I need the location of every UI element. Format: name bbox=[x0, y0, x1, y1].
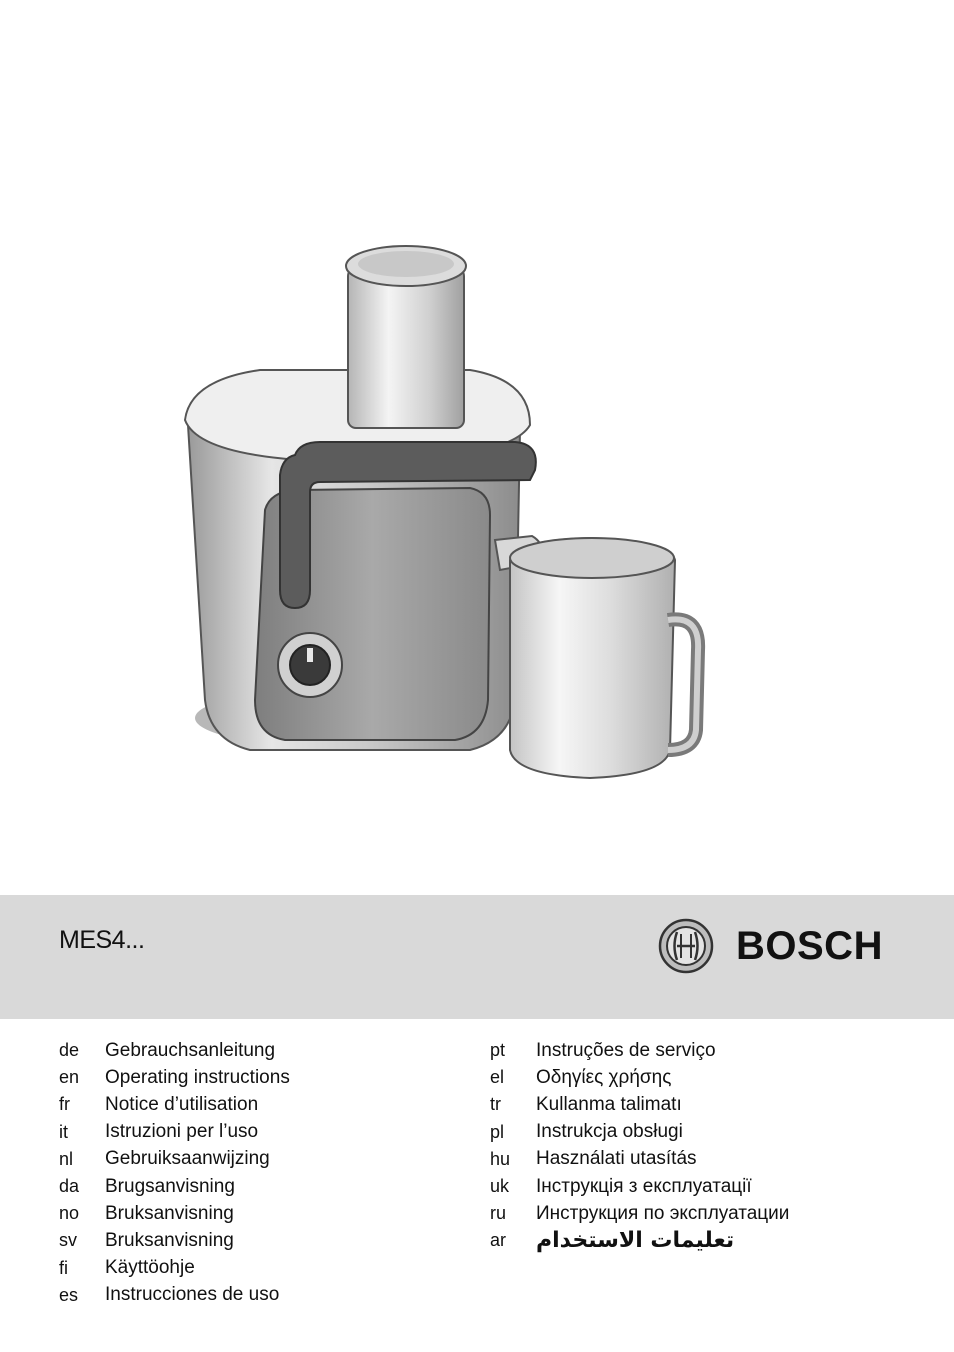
language-label: Notice d’utilisation bbox=[105, 1093, 259, 1115]
language-code: pt bbox=[490, 1040, 506, 1061]
language-code: da bbox=[59, 1176, 80, 1197]
language-label: Bruksanvisning bbox=[105, 1202, 234, 1224]
language-code: hu bbox=[490, 1148, 511, 1169]
language-label: Инструкция по эксплуатации bbox=[536, 1202, 790, 1224]
language-label: Istruzioni per l’uso bbox=[105, 1121, 259, 1143]
language-item bbox=[490, 1091, 910, 1118]
model-number: MES4... bbox=[59, 926, 145, 954]
bosch-armature-logo-icon bbox=[658, 918, 714, 974]
language-code: tr bbox=[490, 1094, 501, 1115]
language-code: ar bbox=[490, 1230, 507, 1251]
language-label: Használati utasítás bbox=[536, 1148, 697, 1170]
language-code: fr bbox=[59, 1094, 70, 1115]
language-label: تعليمات الاستخدام bbox=[536, 1228, 735, 1254]
language-code: en bbox=[59, 1067, 80, 1088]
language-code: no bbox=[59, 1203, 80, 1224]
language-item bbox=[490, 1227, 910, 1254]
language-code: el bbox=[490, 1067, 505, 1088]
language-code: uk bbox=[490, 1176, 510, 1197]
language-item bbox=[490, 1119, 910, 1146]
brand-name: BOSCH bbox=[736, 923, 883, 968]
language-code: it bbox=[59, 1121, 68, 1142]
language-code: nl bbox=[59, 1148, 74, 1169]
language-label: Bruksanvisning bbox=[105, 1229, 234, 1251]
language-item bbox=[59, 1200, 439, 1227]
language-item bbox=[490, 1146, 910, 1173]
language-code: es bbox=[59, 1284, 79, 1305]
language-label: Kullanma talimatı bbox=[536, 1093, 682, 1115]
language-item bbox=[490, 1064, 910, 1091]
language-item bbox=[59, 1037, 439, 1064]
juicer-illustration bbox=[170, 230, 730, 810]
language-label: Gebrauchsanleitung bbox=[105, 1039, 276, 1061]
language-label: Käyttöohje bbox=[105, 1257, 195, 1279]
language-item bbox=[59, 1091, 439, 1118]
language-item bbox=[59, 1119, 439, 1146]
brand-logo-block bbox=[658, 918, 883, 974]
language-item bbox=[490, 1173, 910, 1200]
language-code: fi bbox=[59, 1257, 68, 1278]
language-label: Brugsanvisning bbox=[105, 1175, 235, 1197]
language-item bbox=[59, 1064, 439, 1091]
language-code: pl bbox=[490, 1121, 505, 1142]
language-label: Gebruiksaanwijzing bbox=[105, 1148, 270, 1170]
language-list-right bbox=[490, 1037, 910, 1255]
language-code: sv bbox=[59, 1230, 77, 1251]
language-item bbox=[59, 1146, 439, 1173]
language-item bbox=[59, 1173, 439, 1200]
language-label: Operating instructions bbox=[105, 1066, 290, 1088]
language-code: de bbox=[59, 1040, 80, 1061]
language-item bbox=[59, 1282, 439, 1309]
language-label: Instrukcja obsługi bbox=[536, 1121, 683, 1143]
language-label: Instrucciones de uso bbox=[105, 1284, 280, 1306]
language-label: Οδηγίες χρήσης bbox=[536, 1066, 672, 1088]
language-item bbox=[490, 1037, 910, 1064]
language-item bbox=[59, 1227, 439, 1254]
language-code: ru bbox=[490, 1203, 507, 1224]
language-list-left bbox=[59, 1037, 439, 1309]
language-item bbox=[59, 1255, 439, 1282]
language-item bbox=[490, 1200, 910, 1227]
language-label: Інструкція з експлуатації bbox=[536, 1175, 752, 1197]
language-label: Instruções de serviço bbox=[536, 1039, 716, 1061]
